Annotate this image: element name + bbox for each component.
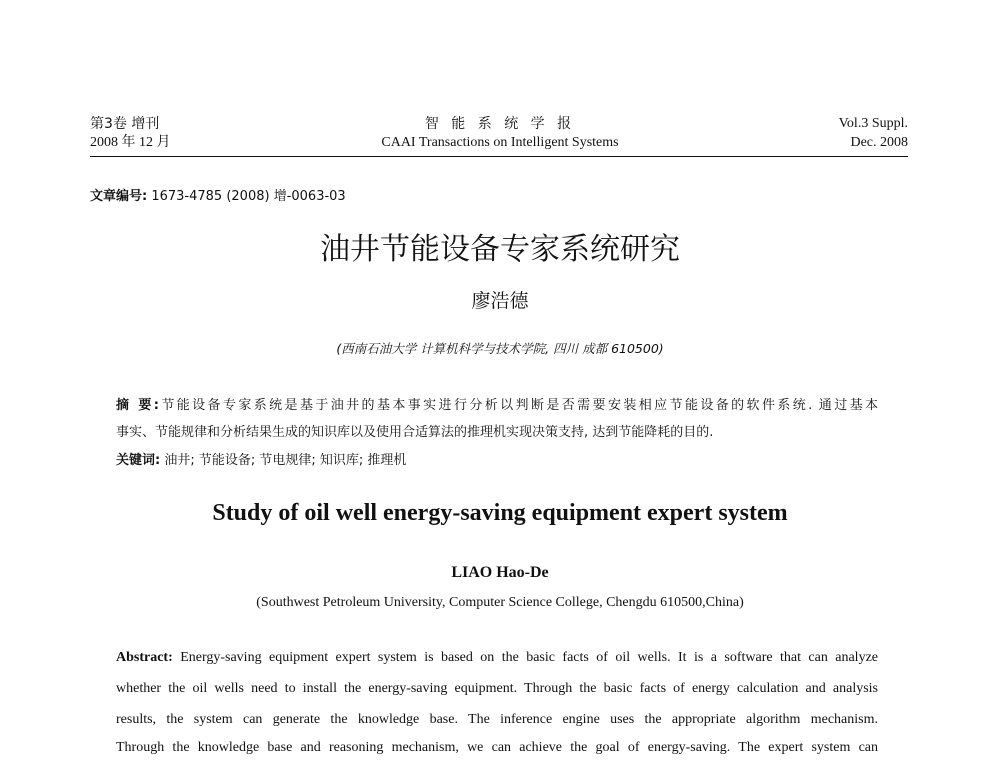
abstract-en-line4: Through the knowledge base and reasoning mechanism, we can achieve the goal of energy-saving. The expert system can: [116, 740, 878, 755]
header-journal-cn: 智 能 系 统 学 报: [424, 116, 576, 132]
affiliation-en: (Southwest Petroleum University, Computer Science College, Chengdu 610500,China): [256, 595, 744, 610]
header-vol: Vol.3 Suppl.: [838, 116, 908, 131]
header-rule: [90, 156, 908, 157]
abstract-en-label: Abstract:: [116, 650, 173, 665]
abstract-en-line1: [116, 648, 878, 668]
header-volume: 第3卷 增刊: [90, 116, 160, 132]
keywords-cn-text: 油井; 节能设备; 节电规律; 知识库; 推理机: [164, 453, 407, 468]
keywords-cn: [116, 450, 406, 472]
header-issue-date: Dec. 2008: [850, 135, 908, 150]
author-en: LIAO Hao-De: [451, 564, 549, 581]
abstract-cn-label: 摘 要:: [116, 398, 159, 413]
abstract-cn-line2: 事实、节能规律和分析结果生成的知识库以及使用合适算法的推理机实现决策支持, 达到节能降耗的目的.: [116, 425, 714, 440]
abstract-en-text1: Energy-saving equipment expert system is based on the basic facts of oil wells. It is a software that can analyze: [180, 650, 879, 665]
header-journal-en: CAAI Transactions on Intelligent Systems: [381, 135, 619, 150]
header-date: 2008 年 12 月: [90, 135, 171, 150]
article-id-value: 1673-4785 (2008) 增-0063-03: [151, 189, 346, 204]
author-cn: 廖浩德: [471, 290, 529, 312]
abstract-en-line3: results, the system can generate the knowledge base. The inference engine uses the appropriate algorithm mechanism.: [116, 712, 878, 727]
abstract-en-line2: whether the oil wells need to install the energy-saving equipment. Through the basic facts of energy calculation and analysis: [116, 681, 878, 696]
keywords-cn-label: 关键词:: [116, 453, 161, 468]
abstract-cn: [116, 395, 878, 417]
title-cn: 油井节能设备专家系统研究: [320, 232, 680, 267]
affiliation-cn: (西南石油大学 计算机科学与技术学院, 四川 成都 610500): [336, 341, 664, 356]
article-id-label: 文章编号:: [90, 189, 148, 204]
title-en: Study of oil well energy-saving equipment expert system: [212, 500, 788, 526]
abstract-cn-line1: 节能设备专家系统是基于油井的基本事实进行分析以判断是否需要安装相应节能设备的软件系统. 通过基本: [158, 398, 879, 413]
article-id: [90, 185, 346, 204]
